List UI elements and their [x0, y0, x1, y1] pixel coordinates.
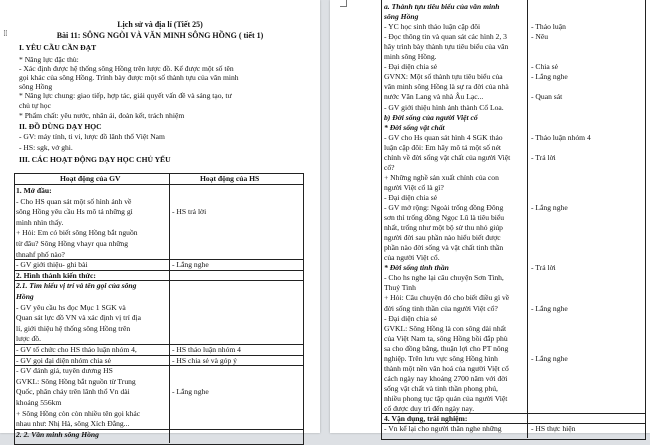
- hs-line: - Thảo luận: [531, 22, 566, 32]
- table-row-divider: [14, 184, 303, 185]
- gv-line: của người Việt cổ.: [384, 253, 440, 263]
- document-page-2: [330, 0, 650, 433]
- gv-line: - GV cho Hs quan sát hình 4 SGK thảo: [384, 132, 503, 142]
- table-row-divider: [381, 423, 645, 424]
- gv-line: b) Đời sống của người Việt cổ: [384, 112, 478, 122]
- gv-line: 4. Vận dụng, trải nghiệm:: [384, 414, 468, 424]
- gv-line: cổ được duy trì đến ngày nay.: [384, 404, 475, 413]
- gv-line: - Vn kể lại cho người thân nghe những: [384, 424, 502, 434]
- gv-line: phần nào đời sống và vật chất tinh thần: [384, 243, 504, 253]
- hs-line: - HS thảo luận nhóm 4: [172, 345, 241, 354]
- gv-line: - GV giới thiệu- ghi bài: [16, 260, 88, 270]
- gv-line: * Đời sống vật chất: [384, 122, 445, 132]
- gv-line: 2. 2. Văn minh sông Hồng: [16, 429, 99, 439]
- gv-line: nhất, trống như một bộ sử thu nhỏ giúp: [384, 223, 503, 233]
- gv-line: nhau như: Nhị Hà, sông Xích Đằng...: [16, 419, 130, 429]
- gv-line: sông Hồng: [384, 12, 419, 22]
- table-row-divider: [14, 280, 303, 281]
- gv-line: nước Văn Lang và nhà Âu Lạc...: [384, 92, 484, 102]
- hs-line: - Trả lời: [531, 263, 556, 273]
- hs-line: - HS chia sẻ và góp ý: [172, 355, 237, 365]
- table-row-divider: [14, 270, 303, 271]
- gv-line: 2. Hình thành kiến thức:: [16, 270, 96, 280]
- gv-line: Hồng: [16, 292, 34, 301]
- hs-line: - Trả lời: [531, 152, 556, 162]
- gv-line: thành một nền văn hoá của người Việt cổ: [384, 363, 509, 373]
- gv-line: nghiệp. Trên lưu vực sông Hồng hình: [384, 353, 498, 363]
- body-line: * Năng lực chung: giao tiếp, hợp tác, giải quyết vấn đề và sáng tạo, tư: [19, 91, 232, 100]
- lesson-subject-title: Lịch sử và địa lí (Tiết 25): [117, 20, 203, 29]
- body-line: chủ tự học: [19, 101, 51, 110]
- gv-line: Quan sát lực đồ VN và xác định vị trí địa: [16, 313, 142, 323]
- gv-line: - Cho hs nghe lại câu chuyện Sơn Tinh,: [384, 273, 504, 283]
- gv-line: - YC học sinh thảo luận cặp đôi: [384, 22, 481, 32]
- table-row-divider: [14, 429, 303, 430]
- section-heading: II. ĐỒ DÙNG DẠY HỌC: [19, 122, 102, 131]
- table-row-divider: [14, 365, 303, 366]
- gv-line: sơn thì trống đồng Ngọc Lũ là tiêu biểu: [384, 213, 505, 223]
- body-line: - GV: máy tính, ti vi, lược đồ lãnh thổ Việt Nam: [19, 132, 165, 141]
- table-move-handle-icon[interactable]: ⁞⁞: [3, 29, 7, 39]
- gv-line: luận cặp đôi: Em hãy mô tả một số nét: [384, 142, 502, 152]
- gv-line: - GV yêu cầu hs đọc Mục 1 SGK và: [16, 302, 126, 312]
- hs-line: - Lắng nghe: [531, 72, 568, 82]
- table-row-divider: [14, 355, 303, 356]
- gv-line: - GV giới thiệu hình ảnh thành Cổ Loa.: [384, 102, 504, 112]
- table-head-hs: Hoạt động của HS: [200, 174, 260, 183]
- table-row-divider: [14, 344, 303, 345]
- body-line: * Năng lực đặc thù:: [19, 55, 79, 64]
- gv-line: chính về đời sống vật chất của người Việt: [384, 152, 511, 162]
- gv-line: sống vật chất và tinh thần phong phú,: [384, 383, 498, 393]
- margin-corner-mark: [340, 0, 347, 7]
- document-page-1: [0, 0, 320, 439]
- body-line: - HS: sgk, vở ghi.: [19, 143, 73, 152]
- gv-line: + Những nghề sản xuất chính của con: [384, 172, 499, 182]
- hs-line: - Quan sát: [531, 92, 563, 102]
- gv-line: GVNX: Một số thành tựu tiêu biểu của: [384, 72, 503, 82]
- body-line: * Phẩm chất: yêu nước, nhân ái, đoàn kết, trách nhiệm: [19, 111, 185, 120]
- section-heading: I. YÊU CẦU CẦN ĐẠT: [19, 43, 97, 52]
- gv-line: - GV tổ chức cho HS thảo luận nhóm 4,: [16, 345, 137, 354]
- gv-line: thnahf phố nào?: [16, 249, 65, 259]
- gv-line: + Hỏi: Em có biết sông Hồng bắt nguồn: [16, 228, 138, 238]
- column-divider: [169, 173, 170, 443]
- gv-line: + Sông Hồng còn còn nhiều tên gọi khác: [16, 408, 141, 418]
- gv-line: + Hỏi: Câu chuyện đó cho biết điều gì về: [384, 293, 510, 303]
- gv-line: * Đời sống tinh thần: [384, 263, 449, 273]
- gv-line: lí, giới thiệu hệ thống sông Hồng trên: [16, 323, 131, 333]
- gv-line: sa cho đồng bằng, thuận lợi cho PT nông: [384, 343, 509, 353]
- hs-line: - HS trả lời: [172, 207, 207, 217]
- lesson-title: Bài 11: SÔNG NGÒI VÀ VĂN MINH SÔNG HỒNG ( tiết 1): [56, 31, 264, 40]
- gv-line: - GV đánh giá, tuyên dương HS: [16, 366, 113, 376]
- gv-line: GVKL: Sông Hồng là con sông dài nhất: [384, 323, 507, 333]
- gv-line: GVKL: Sông Hồng bắt nguồn từ Trung: [16, 376, 136, 386]
- gv-line: của Việt Nam ta, sông Hồng bồi đắp phù: [384, 333, 508, 343]
- body-line: sông Hồng: [19, 82, 53, 91]
- table-row-divider: [14, 259, 303, 260]
- gv-line: - Đại diện chia sẻ: [384, 62, 438, 72]
- column-divider: [527, 0, 528, 438]
- section-heading: III. CÁC HOẠT ĐỘNG DẠY HỌC CHỦ YẾU: [19, 155, 171, 164]
- gv-line: - Cho HS quan sát một số hình ảnh về: [16, 196, 132, 206]
- gv-line: cổ?: [384, 162, 395, 172]
- gv-line: a. Thành tựu tiêu biểu của văn minh: [384, 2, 500, 11]
- gv-line: khoảng 556km: [16, 398, 62, 407]
- hs-line: - Nêu: [531, 32, 549, 42]
- gv-line: người Việt cổ là gì?: [384, 182, 444, 192]
- body-line: - Xác định được hệ thống sông Hồng trên lược đồ. Kể được một số tên: [19, 64, 234, 73]
- table-head-gv: Hoạt động của GV: [60, 174, 121, 183]
- gv-line: - Đọc thông tin và quan sát các hình 2, 3: [384, 32, 507, 42]
- gv-line: - GV mở rộng: Ngoài trống đồng Đông: [384, 203, 504, 212]
- gv-line: đời sống tinh thần của người Việt cổ?: [384, 303, 498, 313]
- hs-line: - Thảo luận nhóm 4: [531, 132, 591, 142]
- gv-line: 1. Mở đầu:: [16, 186, 52, 195]
- gv-line: Quốc, phân chảy trên lãnh thổ Vn dài: [16, 387, 130, 397]
- body-line: gọi khác của sông Hồng. Trình bày được một số thành tựu của văn minh: [19, 73, 239, 82]
- hs-line: - Lắng nghe: [172, 387, 209, 397]
- gv-line: - Đại diện chia sẻ: [384, 313, 438, 323]
- gv-line: lược đồ.: [16, 334, 42, 344]
- hs-line: - Lắng nghe: [531, 303, 568, 313]
- hs-line: - Lắng nghe: [172, 260, 209, 270]
- hs-line: - Lắng nghe: [531, 203, 568, 212]
- gv-line: sông Hồng yêu cầu Hs mô tả những gì: [16, 207, 133, 217]
- hs-line: - HS thực hiện: [531, 424, 576, 434]
- gv-line: - GV gọi đại diện nhóm chia sẻ: [16, 355, 111, 365]
- gv-line: minh sông Hồng.: [384, 52, 437, 62]
- gv-line: 2.1. Tìm hiểu vị trí và tên gọi của sông: [16, 281, 137, 291]
- gv-line: mình nhìn thấy.: [16, 217, 64, 227]
- gv-line: văn minh sông Hồng là sự ra đời của nhà: [384, 82, 509, 92]
- gv-line: từ đâu? Sông Hồng vhayr qua những: [16, 239, 128, 248]
- gv-line: nhiều phong tục tập quán của người Việt: [384, 393, 508, 403]
- gv-line: người đời sau phần nào hiểu biết được: [384, 233, 501, 243]
- hs-line: - Lắng nghe: [531, 353, 568, 363]
- gv-line: Thuỷ Tinh: [384, 283, 416, 293]
- gv-line: hãy trình bày thành tựu tiêu biểu của văn: [384, 42, 509, 52]
- table-row-divider: [381, 413, 645, 414]
- gv-line: cách ngày nay khoảng 2700 năm với đời: [384, 373, 508, 383]
- gv-line: - Đại diện chia sẻ: [384, 192, 438, 202]
- hs-line: - Chia sẻ: [531, 62, 558, 72]
